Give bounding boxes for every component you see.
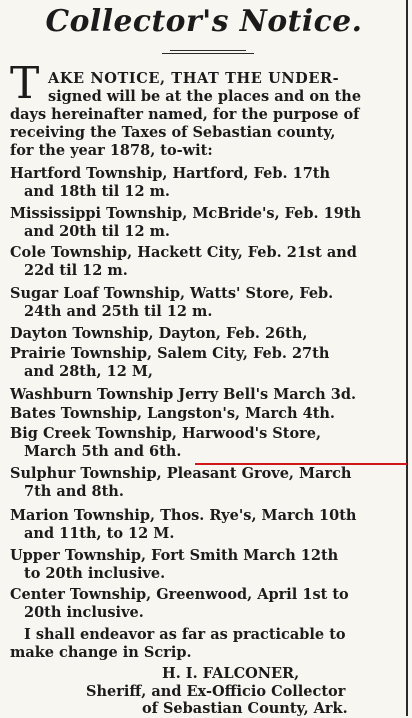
text-line: Washburn Township Jerry Bell's March 3d.	[10, 386, 357, 403]
text-line: Dayton Township, Dayton, Feb. 26th,	[10, 325, 308, 342]
text-line: Upper Township, Fort Smith March 12th	[10, 547, 339, 564]
text-line: I shall endeavor as far as practicable to	[24, 626, 346, 643]
newspaper-column	[2, 0, 408, 716]
text-line: Prairie Township, Salem City, Feb. 27th	[10, 345, 330, 362]
text-line: days hereinafter named, for the purpose of	[10, 106, 360, 123]
signature-name: H. I. FALCONER,	[162, 665, 300, 682]
text-line: 22d til 12 m.	[24, 262, 128, 279]
text-line: Hartford Township, Hartford, Feb. 17th	[10, 165, 331, 182]
drop-cap-letter: T	[10, 58, 40, 109]
text-line: Sugar Loaf Township, Watts' Store, Feb.	[10, 285, 334, 302]
text-line: 7th and 8th.	[24, 483, 124, 500]
signature-county: of Sebastian County, Ark.	[142, 700, 348, 717]
text-line: 20th inclusive.	[24, 604, 144, 621]
text-line: and 11th, to 12 M.	[24, 525, 175, 542]
text-line: Mississippi Township, McBride's, Feb. 19th	[10, 205, 362, 222]
title-rule-short	[170, 50, 246, 51]
text-line: and 20th til 12 m.	[24, 223, 170, 240]
text-line: for the year 1878, to-wit:	[10, 142, 213, 159]
text-line: and 28th, 12 M,	[24, 363, 153, 380]
text-line: Center Township, Greenwood, April 1st to	[10, 586, 349, 603]
text-line: signed will be at the places and on the	[48, 88, 362, 105]
text-line: March 5th and 6th.	[24, 443, 182, 460]
text-line: Cole Township, Hackett City, Feb. 21st and	[10, 244, 357, 261]
title-rule-long	[162, 53, 254, 54]
text-line: AKE NOTICE, THAT THE UNDER-	[48, 70, 340, 87]
text-line: Big Creek Township, Harwood's Store,	[10, 425, 322, 442]
signature-title: Sheriff, and Ex-Officio Collector	[86, 683, 346, 700]
text-line: and 18th til 12 m.	[24, 183, 170, 200]
text-line: to 20th inclusive.	[24, 565, 166, 582]
text-line: make change in Scrip.	[10, 644, 192, 661]
text-line: receiving the Taxes of Sebastian county,	[10, 124, 336, 141]
notice-title: Collector's Notice.	[45, 4, 363, 39]
text-line: Sulphur Township, Pleasant Grove, March	[10, 465, 352, 482]
text-line: Bates Township, Langston's, March 4th.	[10, 405, 335, 422]
text-line: 24th and 25th til 12 m.	[24, 303, 213, 320]
text-line: Marion Township, Thos. Rye's, March 10th	[10, 507, 357, 524]
red-underline-annotation	[195, 463, 407, 465]
